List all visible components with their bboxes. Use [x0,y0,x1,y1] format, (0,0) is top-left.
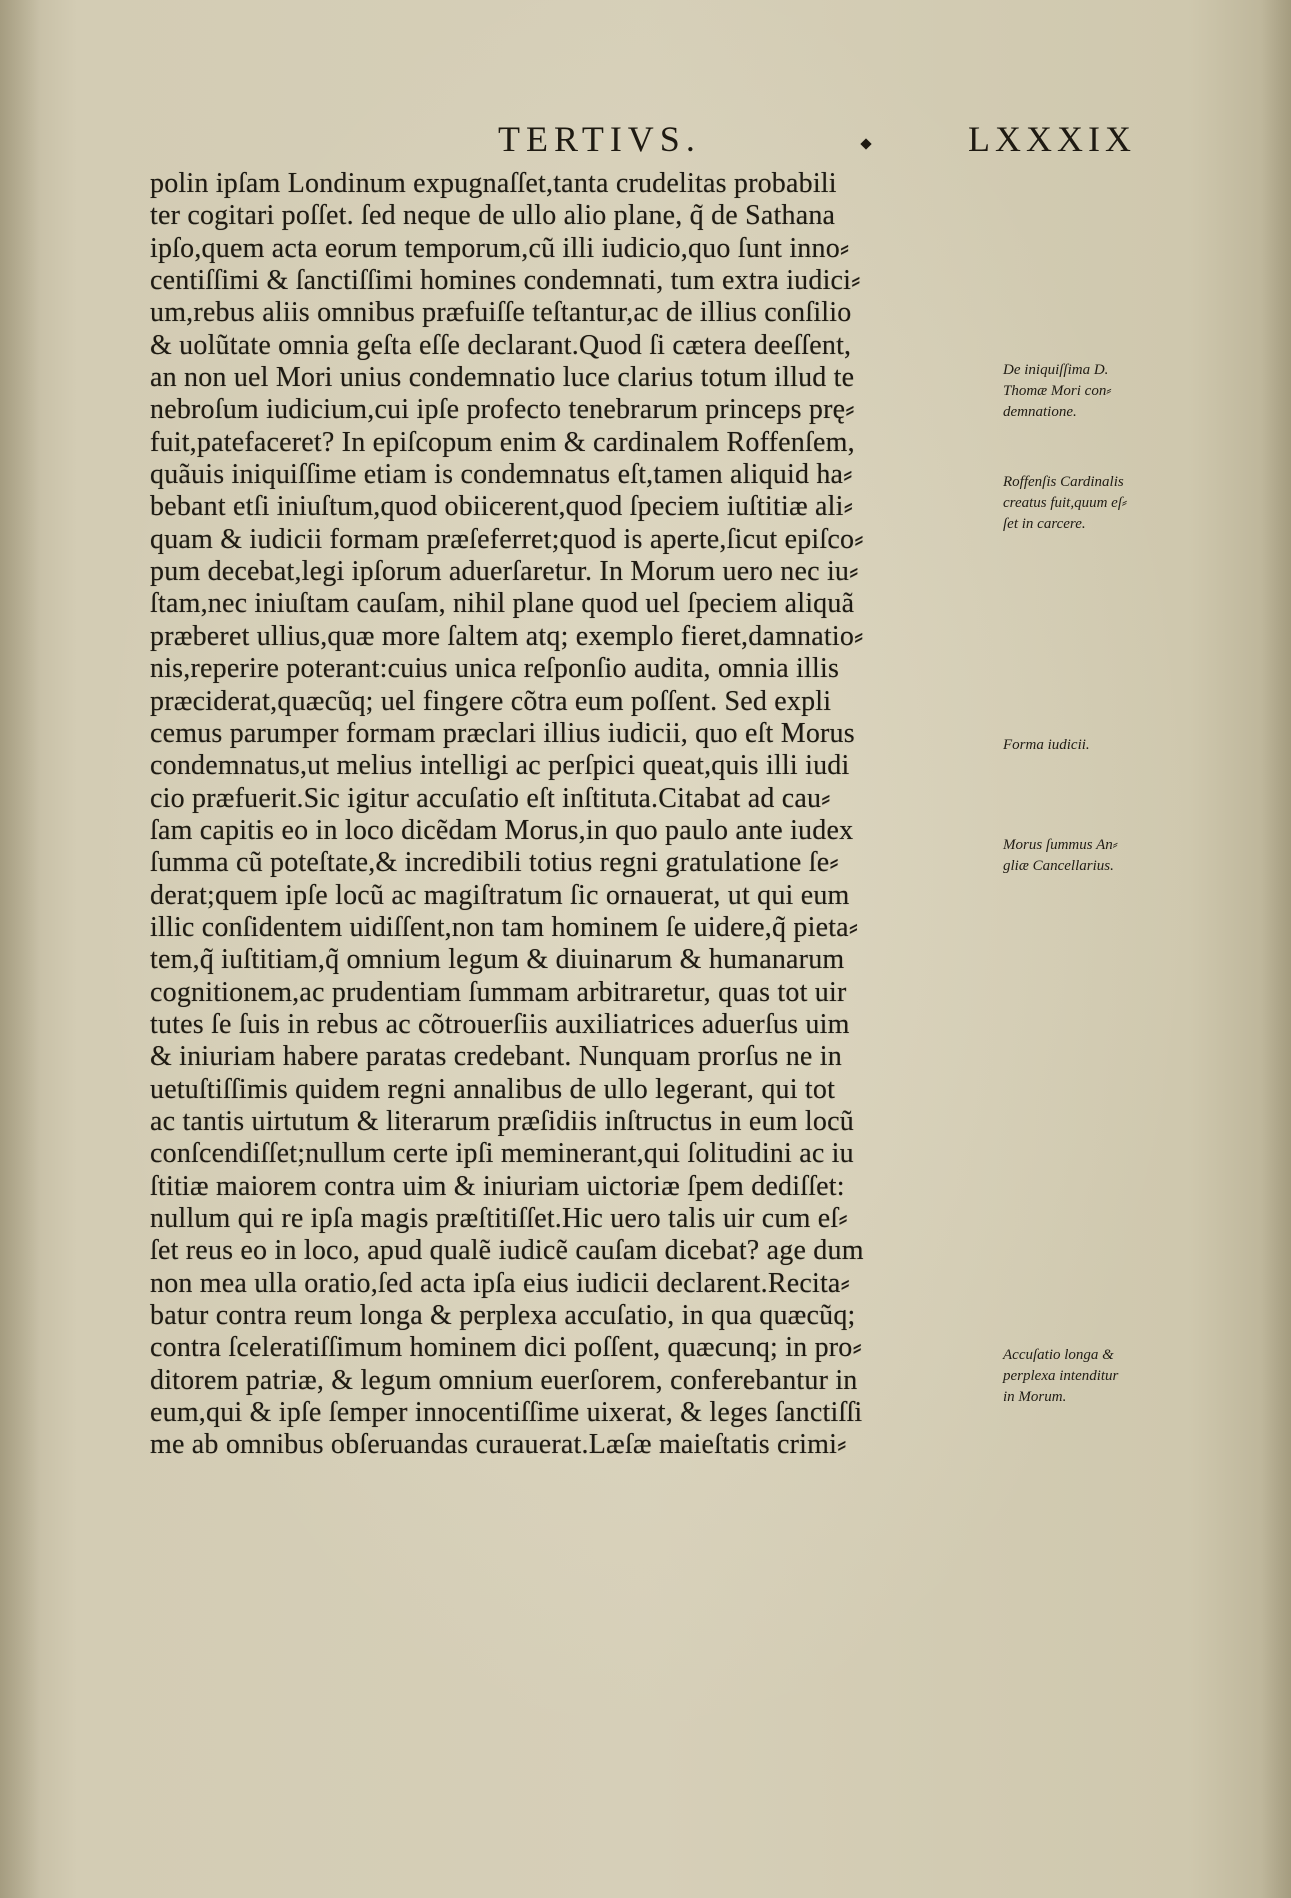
margin-note-roffensis [1003,472,1188,535]
margin-note-line: creatus fuit,quum eſ⸗ [1003,495,1128,511]
text-line: non mea ulla oratio,ſed acta ipſa eius iudicii declarent.Recita⸗ [150,1267,851,1299]
text-line: nis,reperire poterant:cuius unica reſponſio audita, omnia illis [150,653,840,685]
running-title: TERTIVS. [498,119,701,159]
folio-number: LXXXIX [968,119,1136,159]
text-line: ſumma cũ poteſtate,& incredibili totius regni gratulatione ſe⸗ [150,847,839,879]
text-line: cemus parumper formam præclari illius iudicii, quo eſt Morus [150,717,855,749]
text-line: contra ſceleratiſſimum hominem dici poſſent, quæcunq; in pro⸗ [150,1332,863,1364]
text-line: ipſo,quem acta eorum temporum,cũ illi iudicio,quo ſunt inno⸗ [150,232,850,264]
margin-note-line: in Morum. [1003,1389,1067,1405]
text-line: me ab omnibus obſeruandas curauerat.Læſæ maieſtatis crimi⸗ [150,1429,847,1461]
margin-note-forma-iudicii [1003,735,1188,756]
text-line: bebant etſi iniuſtum,quod obiicerent,quod ſpeciem iuſtitiæ ali⸗ [150,491,854,523]
text-line: eum,qui & ipſe ſemper innocentiſſime uixerat, & leges ſanctiſſi [150,1397,863,1429]
text-line: nebroſum iudicium,cui ipſe profecto tenebrarum princeps prę⸗ [150,394,855,426]
text-line: quãuis iniquiſſime etiam is condemnatus eſt,tamen aliquid ha⸗ [150,459,853,491]
text-line: ſam capitis eo in loco dicẽdam Morus,in quo paulo ante iudex [150,814,854,846]
text-line: præberet ullius,quæ more ſaltem atq; exemplo fieret,damnatio⸗ [150,620,864,652]
text-line: ac tantis uirtutum & literarum præſidiis inſtructus in eum locũ [150,1105,854,1137]
margin-note-line: Roffenſis Cardinalis [1003,474,1124,490]
margin-note-line: demnatione. [1003,404,1077,420]
text-line: quam & iudicii formam præſeferret;quod is aperte,ſicut epiſco⸗ [150,523,864,555]
margin-note-morus-cancellarius [1003,835,1188,877]
text-line: ditorem patriæ, & legum omnium euerſorem, conferebantur in [150,1364,858,1396]
text-line: cognitionem,ac prudentiam ſummam arbitraretur, quas tot uir [150,976,847,1008]
text-line: ter cogitari poſſet. ſed neque de ullo alio plane, q̃ de Sathana [150,200,836,232]
page-edge-shadow-right [1261,0,1291,1898]
text-line: centiſſimi & ſanctiſſimi homines condemnati, tum extra iudici⸗ [150,265,861,297]
margin-note-line: Accuſatio longa & [1003,1347,1114,1363]
text-line: cio præfuerit.Sic igitur accuſatio eſt inſtituta.Citabat ad cau⸗ [150,782,831,814]
text-line: batur contra reum longa & perplexa accuſatio, in qua quæcũq; [150,1300,856,1332]
text-line: uetuſtiſſimis quidem regni annalibus de ullo legerant, qui tot [150,1073,836,1105]
text-line: pum decebat,legi ipſorum aduerſaretur. In Morum uero nec iu⸗ [150,556,859,588]
text-line: condemnatus,ut melius intelligi ac perſpici queat,quis illi iudi [150,750,850,782]
text-line: polin ipſam Londinum expugnaſſet,tanta crudelitas probabili [150,168,837,199]
margin-note-line: gliæ Cancellarius. [1003,858,1114,874]
margin-note-accusatio [1003,1345,1188,1408]
text-line: ſtam,nec iniuſtam cauſam, nihil plane quod uel ſpeciem aliquã [150,588,855,620]
margin-note-line: ſet in carcere. [1003,516,1086,532]
text-line: illic conſidentem uidiſſent,non tam hominem ſe uidere,q̃ pieta⸗ [150,911,859,943]
margin-note-line: De iniquiſſima D. [1003,362,1109,378]
text-line: nullum qui re ipſa magis præſtitiſſet.Hic uero talis uir cum eſ⸗ [150,1203,848,1234]
text-line: ſtitiæ maiorem contra uim & iniuriam uictoriæ ſpem dediſſet: [150,1170,845,1202]
head-ornament [860,138,871,149]
margin-note-line: perplexa intenditur [1003,1368,1119,1384]
text-line: ſet reus eo in loco, apud qualẽ iudicẽ cauſam dicebat? age dum [150,1235,864,1267]
text-line: & uolũtate omnia geſta eſſe declarant.Quod ſi cætera deeſſent, [150,329,852,361]
text-line: um,rebus aliis omnibus præfuiſſe teſtantur,ac de illius conſilio [150,297,852,329]
margin-note-line: Forma iudicii. [1003,737,1090,753]
text-line: tem,q̃ iuſtitiam,q̃ omnium legum & diuinarum & humanarum [150,944,845,976]
text-line: fuit,patefaceret? In epiſcopum enim & cardinalem Roffenſem, [150,426,855,458]
running-head [0,118,1291,168]
margin-note-line: Thomæ Mori con⸗ [1003,383,1112,399]
text-line: & iniuriam habere paratas credebant. Nunquam prorſus ne in [150,1041,842,1073]
body-text [150,168,1000,1462]
margin-note-mori-condemnation [1003,360,1188,423]
text-line: tutes ſe ſuis in rebus ac cõtrouerſiis auxiliatrices aduerſus uim [150,1008,850,1040]
text-line: derat;quem ipſe locũ ac magiſtratum ſic ornauerat, ut qui eum [150,879,850,911]
page-edge-shadow-left [0,0,40,1898]
text-line: præciderat,quæcũq; uel fingere cõtra eum poſſent. Sed expli [150,685,832,717]
margin-note-line: Morus ſummus An⸗ [1003,837,1118,853]
text-line: conſcendiſſet;nullum certe ipſi meminerant,qui ſolitudini ac iu [150,1138,854,1170]
text-line: an non uel Mori unius condemnatio luce clarius totum illud te [150,362,855,394]
